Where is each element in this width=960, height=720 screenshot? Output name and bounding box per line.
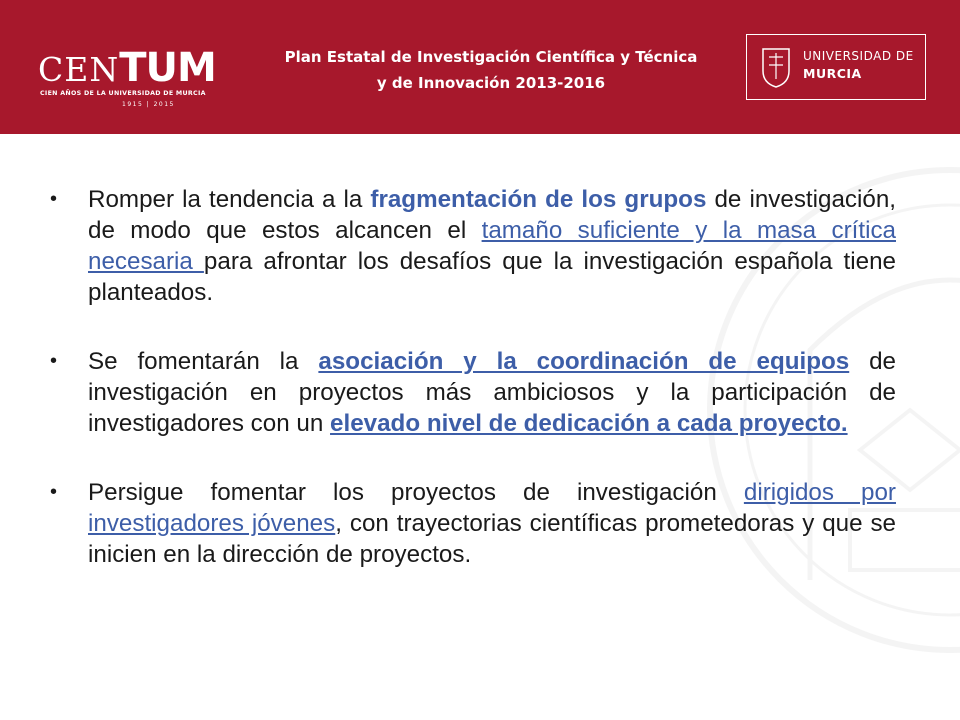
plan-title-line2: y de Innovación 2013-2016	[376, 74, 606, 92]
highlight-fragmentation: fragmentación de los grupos	[370, 186, 707, 213]
logo-wordmark	[38, 45, 216, 91]
bullet-dot-icon: •	[50, 481, 58, 503]
link-dedicacion[interactable]: elevado nivel de dedicación a cada proyecto.	[330, 410, 848, 437]
text-segment: para afrontar los desafíos que la investigación española tiene planteados.	[88, 248, 896, 306]
link-tamano-suficiente[interactable]: tamaño suficiente y la masa crítica necesaria	[88, 217, 896, 275]
text-segment: Se fomentarán la	[88, 348, 319, 375]
bullet-dot-icon: •	[50, 350, 58, 372]
university-crest-icon	[759, 43, 793, 91]
text-segment: Romper la tendencia a la	[88, 186, 371, 213]
logo-subtitle: CIEN AÑOS DE LA UNIVERSIDAD DE MURCIA	[40, 90, 206, 97]
text-segment: de investigación, de modo que estos alcancen el	[88, 186, 897, 244]
university-name-line1: UNIVERSIDAD DE	[803, 49, 914, 63]
logo-bold: TUM	[119, 45, 216, 91]
bullet-jovenes	[46, 477, 896, 570]
link-asociacion[interactable]: asociación y la coordinación de equipos	[318, 348, 850, 375]
slide-body	[46, 184, 896, 570]
text-segment: Persigue fomentar los proyectos de investigación	[88, 479, 744, 506]
text-segment: , con trayectorias científicas prometedoras y que se inicien en la dirección de proyectos.	[88, 510, 896, 568]
link-jovenes[interactable]: dirigidos por investigadores jóvenes	[88, 479, 896, 537]
bullet-fragmentation	[46, 184, 896, 308]
plan-title-line1: Plan Estatal de Investigación Científica y Técnica	[284, 48, 698, 66]
text-segment: de investigación en proyectos más ambiciosos y la participación de investigadores con un	[88, 348, 896, 437]
bullet-asociacion	[46, 346, 896, 439]
logo-prefix: CEN	[38, 50, 120, 89]
plan-title	[248, 44, 734, 96]
university-logo	[746, 34, 926, 100]
university-name-line2: MURCIA	[803, 66, 862, 81]
header-banner	[0, 0, 960, 134]
centum-logo	[38, 45, 238, 120]
logo-years: 1915 | 2015	[122, 101, 175, 108]
bullet-dot-icon: •	[50, 188, 58, 210]
